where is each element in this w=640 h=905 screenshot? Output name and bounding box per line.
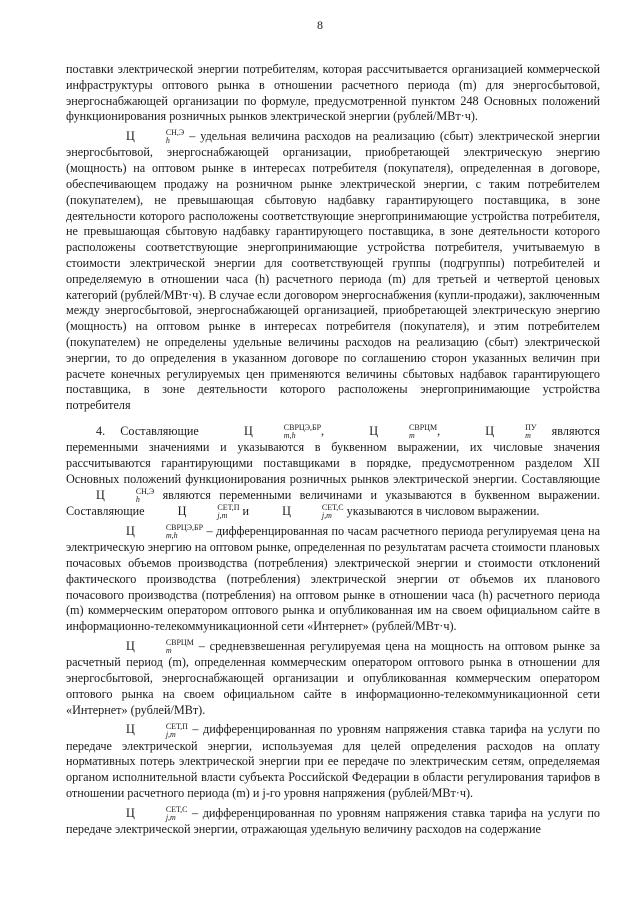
paragraph-definition-svrtsm: Ц СВРЦМ m – средневзвешенная регулируемая цена на мощность на оптовом рынке за расчетный период (m), определенная коммерческим оператором оптового рынка в отношении для энергосбытовой, энергоснабжающей организации и опубликованная коммерческим оператором оптового рынка на своем официальном сайте в информационно-телекоммуникационной сети «Интернет» (рублей/МВт). bbox=[66, 638, 600, 717]
paragraph-definition-sn-e: Ц СН,Э h – удельная величина расходов на реализацию (сбыт) электрической энергии энергосбытовой, энергоснабжающей организации, приобретающей электрическую энергию (мощность) на оптовом рынке в интересах потребителя (покупателя), определенная в договоре, обеспечивающем продажу на розничном рынке электрической энергии, с таким потребителем (покупателем), не превышающая сбытовую надбавку гарантирующего поставщика, в зоне деятельности которого расположены соответствующие энергопринимающие устройства потребителя, не превышающая сбытовую надбавку гарантирующего поставщика, в зоне деятельности которого расположены соответствующие энергопринимающие устройства потребителя, учитываемую в стоимости электрической энергии для соответствующей группы (подгруппы) потребителей и определяемую в отношении часа (h) расчетного периода (m) для третьей и четвертой ценовых категорий (рублей/МВт·ч). В случае если договором энергоснабжения (купли-продажи), заключенным между энергосбытовой, энергоснабжающей организацией, приобретающей электрическую энергию (мощность) на оптовом рынке в интересах потребителя (покупателя), и этим потребителем (покупателем) не определены удельные величины расходов на реализацию (сбыт) электрической энергии, то до определения в указанном договоре по соглашению сторон указанных величин при расчете конечных регулируемых цен применяются величины сбытовых надбавок гарантирующего поставщика, в зоне деятельности которого расположены энергопринимающие устройства потребителя bbox=[66, 128, 600, 413]
paragraph-definition-svrtse-br: Ц СВРЦЭ,БР m,h – дифференцированная по часам расчетного периода регулируемая цена на электрическую энергию на оптовом рынке, определенная по результатам расчета стоимости плановых почасовых объемов производства (потребления) электрической энергии и стоимости отклонений фактического производства (потребления) электрической энергии от объемов их планового почасового производства (потребления) на оптовом рынке в отношении часа (h) расчетного периода (m) коммерческим оператором оптового рынка и опубликованная им на своем официальном сайте в информационно-телекоммуникационной сети «Интернет» (рублей/МВт·ч). bbox=[66, 523, 600, 634]
symbol-c-svrtsm: Ц СВРЦМ m bbox=[369, 423, 438, 441]
symbol-c-sn-e: Ц СН,Э h bbox=[126, 128, 185, 146]
paragraph-continuation: поставки электрической энергии потребителям, которая рассчитывается организацией коммерческой инфраструктуры оптового рынка в отношении расчетного периода (m) для энергосбытовой, энергоснабжающей организации по формуле, предусмотренной пунктом 248 Основных положений функционирования розничных рынков электрической энергии (рублей/МВт·ч). bbox=[66, 62, 600, 124]
symbol-c-svrtse-br-def: Ц СВРЦЭ,БР m,h bbox=[126, 523, 204, 541]
page-number: 8 bbox=[317, 18, 323, 32]
symbol-c-set-c-inline: Ц СЕТ,С j,m bbox=[282, 502, 344, 520]
paragraph-item-4: 4. Составляющие Ц СВРЦЭ,БР m,h , Ц СВРЦМ m , Ц ПУ m являются переменными значениями и указываются в буквенном выражении, их числовые значения рассчитываются гарантирующими поставщиками в порядке, предусмотренном разделом XII Основных положений функционирования розничных рынков электрической энергии. Составляющие Ц СН,Э h являются переменными величинами и указываются в буквенном выражении. Составляющие Ц СЕТ,П j,m и Ц СЕТ,С j,m указываются в числовом выражении. bbox=[66, 423, 601, 520]
symbol-c-pu: Ц ПУ m bbox=[485, 423, 537, 441]
symbol-c-set-c-def: Ц СЕТ,С j,m bbox=[126, 804, 188, 822]
document-body bbox=[66, 62, 600, 838]
symbol-c-set-p-def: Ц СЕТ,П j,m bbox=[126, 721, 188, 739]
symbol-c-set-p-inline: Ц СЕТ,П j,m bbox=[177, 502, 240, 520]
symbol-c-sn-e-inline: Ц СН,Э h bbox=[96, 486, 155, 504]
symbol-c-svrtse-br: Ц СВРЦЭ,БР m,h bbox=[243, 423, 322, 441]
paragraph-definition-set-p: Ц СЕТ,П j,m – дифференцированная по уровням напряжения ставка тарифа на услуги по передаче электрической энергии, используемая для целей определения расходов на оплату нормативных потерь электрической энергии при ее передаче по электрическим сетям, определяемая органом исполнительной власти субъекта Российской Федерации в области регулирования тарифов в отношении расчетного периода (m) и j-го уровня напряжения (рублей/МВт·ч). bbox=[66, 721, 600, 800]
symbol-c-svrtsm-def: Ц СВРЦМ m bbox=[126, 638, 194, 656]
paragraph-definition-set-c: Ц СЕТ,С j,m – дифференцированная по уровням напряжения ставка тарифа на услуги по передаче электрической энергии, отражающая удельную величину расходов на содержание bbox=[66, 804, 600, 836]
